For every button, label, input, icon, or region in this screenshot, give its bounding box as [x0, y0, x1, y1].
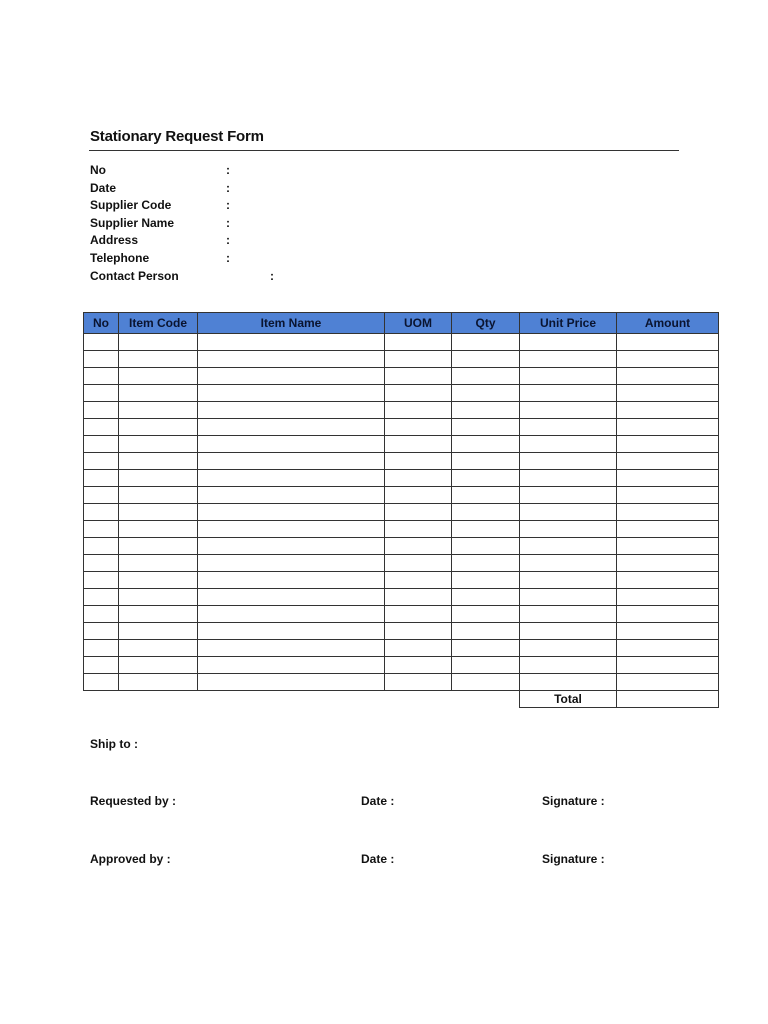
cell-unit-price[interactable]	[520, 402, 617, 419]
cell-item-name[interactable]	[198, 674, 385, 691]
cell-amount[interactable]	[617, 368, 719, 385]
cell-item-code[interactable]	[119, 470, 198, 487]
cell-item-code[interactable]	[119, 572, 198, 589]
table-row	[84, 487, 719, 504]
cell-item-code[interactable]	[119, 487, 198, 504]
cell-uom[interactable]	[385, 674, 452, 691]
cell-amount[interactable]	[617, 334, 719, 351]
cell-qty[interactable]	[452, 589, 520, 606]
cell-item-code[interactable]	[119, 385, 198, 402]
table-row	[84, 351, 719, 368]
cell-item-name[interactable]	[198, 453, 385, 470]
cell-amount[interactable]	[617, 606, 719, 623]
table-row	[84, 419, 719, 436]
cell-no[interactable]	[84, 402, 119, 419]
field-colon-contact-person: :	[270, 269, 274, 283]
cell-amount[interactable]	[617, 674, 719, 691]
cell-qty[interactable]	[452, 436, 520, 453]
cell-unit-price[interactable]	[520, 640, 617, 657]
cell-qty[interactable]	[452, 623, 520, 640]
cell-item-code[interactable]	[119, 589, 198, 606]
cell-unit-price[interactable]	[520, 368, 617, 385]
column-header-amount: Amount	[617, 313, 719, 334]
cell-item-name[interactable]	[198, 589, 385, 606]
table-row	[84, 589, 719, 606]
cell-no[interactable]	[84, 589, 119, 606]
cell-item-name[interactable]	[198, 470, 385, 487]
item-table	[83, 312, 719, 691]
table-row	[84, 640, 719, 657]
field-colon-telephone: :	[226, 251, 230, 265]
cell-qty[interactable]	[452, 640, 520, 657]
table-row	[84, 538, 719, 555]
cell-uom[interactable]	[385, 606, 452, 623]
cell-no[interactable]	[84, 657, 119, 674]
table-row	[84, 674, 719, 691]
cell-uom[interactable]	[385, 504, 452, 521]
cell-qty[interactable]	[452, 538, 520, 555]
table-row	[84, 657, 719, 674]
approved-signature-label: Signature :	[542, 852, 605, 866]
cell-qty[interactable]	[452, 674, 520, 691]
cell-no[interactable]	[84, 538, 119, 555]
title-divider	[89, 150, 679, 151]
total-table	[519, 690, 719, 708]
column-header-item-name: Item Name	[198, 313, 385, 334]
cell-unit-price[interactable]	[520, 555, 617, 572]
cell-no[interactable]	[84, 504, 119, 521]
cell-amount[interactable]	[617, 436, 719, 453]
cell-item-name[interactable]	[198, 334, 385, 351]
field-label-address: Address	[90, 233, 139, 247]
cell-uom[interactable]	[385, 402, 452, 419]
cell-uom[interactable]	[385, 368, 452, 385]
cell-unit-price[interactable]	[520, 657, 617, 674]
column-header-uom: UOM	[385, 313, 452, 334]
ship-to-label: Ship to :	[90, 737, 138, 751]
cell-item-code[interactable]	[119, 538, 198, 555]
cell-item-code[interactable]	[119, 657, 198, 674]
cell-unit-price[interactable]	[520, 623, 617, 640]
cell-item-name[interactable]	[198, 385, 385, 402]
cell-item-code[interactable]	[119, 623, 198, 640]
cell-unit-price[interactable]	[520, 385, 617, 402]
cell-uom[interactable]	[385, 538, 452, 555]
cell-item-name[interactable]	[198, 555, 385, 572]
cell-amount[interactable]	[617, 402, 719, 419]
table-row	[84, 436, 719, 453]
cell-item-name[interactable]	[198, 521, 385, 538]
cell-amount[interactable]	[617, 504, 719, 521]
cell-unit-price[interactable]	[520, 487, 617, 504]
cell-item-code[interactable]	[119, 640, 198, 657]
cell-amount[interactable]	[617, 555, 719, 572]
cell-amount[interactable]	[617, 385, 719, 402]
cell-item-name[interactable]	[198, 606, 385, 623]
cell-uom[interactable]	[385, 419, 452, 436]
item-rows	[84, 334, 719, 691]
table-row	[84, 606, 719, 623]
cell-item-name[interactable]	[198, 351, 385, 368]
cell-item-code[interactable]	[119, 504, 198, 521]
cell-item-code[interactable]	[119, 555, 198, 572]
field-label-supplier-code: Supplier Code	[90, 198, 172, 212]
cell-no[interactable]	[84, 419, 119, 436]
cell-amount[interactable]	[617, 453, 719, 470]
approved-by-label: Approved by :	[90, 852, 171, 866]
approved-date-label: Date :	[361, 852, 395, 866]
cell-unit-price[interactable]	[520, 334, 617, 351]
cell-amount[interactable]	[617, 419, 719, 436]
cell-item-code[interactable]	[119, 674, 198, 691]
table-row	[84, 572, 719, 589]
cell-qty[interactable]	[452, 351, 520, 368]
field-colon-date: :	[226, 181, 230, 195]
cell-qty[interactable]	[452, 470, 520, 487]
table-row	[84, 402, 719, 419]
cell-unit-price[interactable]	[520, 521, 617, 538]
cell-uom[interactable]	[385, 521, 452, 538]
field-colon-supplier-name: :	[226, 216, 230, 230]
cell-amount[interactable]	[617, 351, 719, 368]
cell-amount[interactable]	[617, 657, 719, 674]
cell-unit-price[interactable]	[520, 674, 617, 691]
cell-amount[interactable]	[617, 521, 719, 538]
cell-amount[interactable]	[617, 640, 719, 657]
cell-unit-price[interactable]	[520, 538, 617, 555]
cell-qty[interactable]	[452, 402, 520, 419]
cell-no[interactable]	[84, 640, 119, 657]
cell-unit-price[interactable]	[520, 504, 617, 521]
cell-no[interactable]	[84, 572, 119, 589]
field-label-no: No	[90, 163, 106, 177]
cell-qty[interactable]	[452, 487, 520, 504]
cell-item-code[interactable]	[119, 334, 198, 351]
table-header-row	[84, 313, 719, 334]
requested-by-label: Requested by :	[90, 794, 177, 808]
cell-uom[interactable]	[385, 436, 452, 453]
cell-unit-price[interactable]	[520, 453, 617, 470]
cell-unit-price[interactable]	[520, 419, 617, 436]
cell-item-name[interactable]	[198, 419, 385, 436]
table-row	[84, 334, 719, 351]
cell-item-name[interactable]	[198, 368, 385, 385]
cell-amount[interactable]	[617, 487, 719, 504]
cell-qty[interactable]	[452, 419, 520, 436]
cell-amount[interactable]	[617, 589, 719, 606]
cell-uom[interactable]	[385, 453, 452, 470]
cell-no[interactable]	[84, 555, 119, 572]
cell-no[interactable]	[84, 623, 119, 640]
cell-uom[interactable]	[385, 555, 452, 572]
form-title: Stationary Request Form	[90, 128, 264, 145]
cell-uom[interactable]	[385, 351, 452, 368]
field-label-date: Date	[90, 181, 117, 195]
cell-uom[interactable]	[385, 334, 452, 351]
column-header-no: No	[84, 313, 119, 334]
cell-no[interactable]	[84, 334, 119, 351]
column-header-item-code: Item Code	[119, 313, 198, 334]
cell-qty[interactable]	[452, 453, 520, 470]
field-colon-address: :	[226, 233, 230, 247]
cell-no[interactable]	[84, 453, 119, 470]
table-row	[84, 385, 719, 402]
cell-qty[interactable]	[452, 572, 520, 589]
cell-unit-price[interactable]	[520, 572, 617, 589]
field-colon-no: :	[226, 163, 230, 177]
table-row	[84, 504, 719, 521]
cell-no[interactable]	[84, 606, 119, 623]
table-row	[84, 521, 719, 538]
cell-item-code[interactable]	[119, 351, 198, 368]
cell-item-name[interactable]	[198, 538, 385, 555]
total-amount-cell[interactable]	[617, 691, 719, 708]
cell-item-name[interactable]	[198, 402, 385, 419]
cell-uom[interactable]	[385, 657, 452, 674]
cell-item-code[interactable]	[119, 453, 198, 470]
cell-uom[interactable]	[385, 385, 452, 402]
field-label-telephone: Telephone	[90, 251, 150, 265]
cell-item-name[interactable]	[198, 504, 385, 521]
cell-item-code[interactable]	[119, 436, 198, 453]
cell-uom[interactable]	[385, 640, 452, 657]
field-colon-supplier-code: :	[226, 198, 230, 212]
table-row	[84, 368, 719, 385]
cell-qty[interactable]	[452, 521, 520, 538]
cell-unit-price[interactable]	[520, 470, 617, 487]
cell-amount[interactable]	[617, 538, 719, 555]
cell-uom[interactable]	[385, 623, 452, 640]
cell-uom[interactable]	[385, 589, 452, 606]
total-row	[520, 691, 719, 708]
field-label-contact-person: Contact Person	[90, 269, 179, 283]
cell-no[interactable]	[84, 436, 119, 453]
cell-unit-price[interactable]	[520, 351, 617, 368]
cell-no[interactable]	[84, 470, 119, 487]
cell-item-code[interactable]	[119, 419, 198, 436]
column-header-unit-price: Unit Price	[520, 313, 617, 334]
table-row	[84, 470, 719, 487]
cell-item-code[interactable]	[119, 521, 198, 538]
total-label: Total	[520, 691, 617, 708]
cell-qty[interactable]	[452, 555, 520, 572]
cell-no[interactable]	[84, 385, 119, 402]
cell-amount[interactable]	[617, 470, 719, 487]
cell-item-name[interactable]	[198, 487, 385, 504]
cell-unit-price[interactable]	[520, 606, 617, 623]
cell-no[interactable]	[84, 351, 119, 368]
cell-item-code[interactable]	[119, 368, 198, 385]
table-row	[84, 555, 719, 572]
cell-item-code[interactable]	[119, 606, 198, 623]
cell-amount[interactable]	[617, 572, 719, 589]
cell-qty[interactable]	[452, 657, 520, 674]
cell-uom[interactable]	[385, 487, 452, 504]
requested-signature-label: Signature :	[542, 794, 605, 808]
cell-unit-price[interactable]	[520, 436, 617, 453]
requested-date-label: Date :	[361, 794, 395, 808]
cell-uom[interactable]	[385, 572, 452, 589]
cell-qty[interactable]	[452, 368, 520, 385]
cell-item-name[interactable]	[198, 657, 385, 674]
cell-item-name[interactable]	[198, 436, 385, 453]
cell-unit-price[interactable]	[520, 589, 617, 606]
table-row	[84, 453, 719, 470]
cell-no[interactable]	[84, 521, 119, 538]
cell-qty[interactable]	[452, 504, 520, 521]
cell-qty[interactable]	[452, 334, 520, 351]
cell-qty[interactable]	[452, 385, 520, 402]
cell-no[interactable]	[84, 487, 119, 504]
cell-item-name[interactable]	[198, 623, 385, 640]
cell-uom[interactable]	[385, 470, 452, 487]
cell-qty[interactable]	[452, 606, 520, 623]
cell-no[interactable]	[84, 368, 119, 385]
table-row	[84, 623, 719, 640]
cell-no[interactable]	[84, 674, 119, 691]
column-header-qty: Qty	[452, 313, 520, 334]
cell-item-name[interactable]	[198, 640, 385, 657]
cell-item-name[interactable]	[198, 572, 385, 589]
cell-item-code[interactable]	[119, 402, 198, 419]
field-label-supplier-name: Supplier Name	[90, 216, 175, 230]
cell-amount[interactable]	[617, 623, 719, 640]
